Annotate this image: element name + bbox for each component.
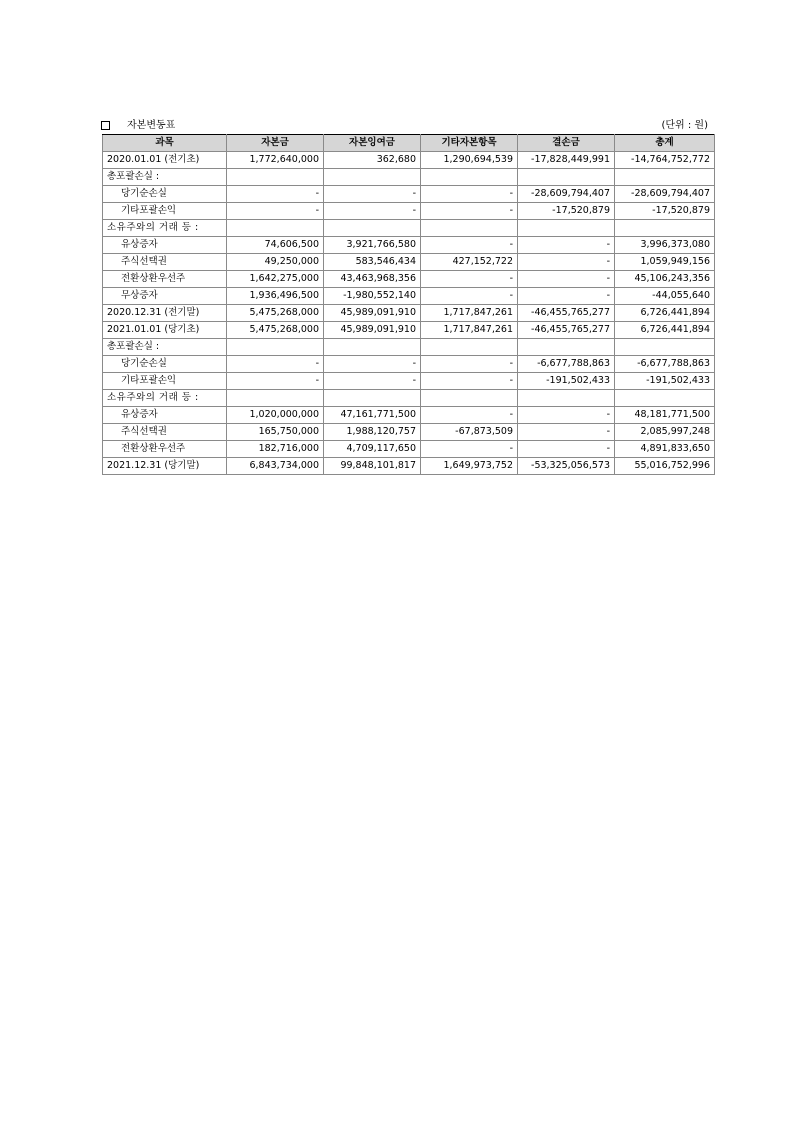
row-label: 2020.01.01 (전기초) <box>103 152 227 169</box>
cell-value: 583,546,434 <box>324 254 421 271</box>
unit-label: (단위 : 원) <box>661 120 708 131</box>
cell-value: - <box>421 271 518 288</box>
cell-value: 6,726,441,894 <box>615 322 715 339</box>
cell-value: - <box>324 356 421 373</box>
cell-value <box>421 169 518 186</box>
cell-value <box>518 339 615 356</box>
cell-value <box>324 220 421 237</box>
row-label: 무상증자 <box>103 288 227 305</box>
table-row <box>103 322 715 339</box>
cell-value: 45,989,091,910 <box>324 322 421 339</box>
table-row <box>103 458 715 475</box>
cell-value: - <box>518 288 615 305</box>
cell-value: - <box>421 441 518 458</box>
cell-value: 5,475,268,000 <box>227 322 324 339</box>
cell-value: 1,059,949,156 <box>615 254 715 271</box>
cell-value: - <box>421 373 518 390</box>
cell-value: 74,606,500 <box>227 237 324 254</box>
cell-value: 1,290,694,539 <box>421 152 518 169</box>
cell-value: 1,936,496,500 <box>227 288 324 305</box>
cell-value: 4,891,833,650 <box>615 441 715 458</box>
cell-value: 427,152,722 <box>421 254 518 271</box>
row-label: 총포괄손실 : <box>103 169 227 186</box>
cell-value: 1,717,847,261 <box>421 322 518 339</box>
cell-value: - <box>421 203 518 220</box>
table-row <box>103 220 715 237</box>
cell-value: -44,055,640 <box>615 288 715 305</box>
row-label: 유상증자 <box>103 407 227 424</box>
table-row <box>103 169 715 186</box>
cell-value: 1,988,120,757 <box>324 424 421 441</box>
row-label: 소유주와의 거래 등 : <box>103 220 227 237</box>
table-header-row <box>103 135 715 152</box>
table-row <box>103 254 715 271</box>
header-capital-surplus: 자본잉여금 <box>324 135 421 152</box>
cell-value: 48,181,771,500 <box>615 407 715 424</box>
cell-value: - <box>421 407 518 424</box>
row-label: 기타포괄손익 <box>103 373 227 390</box>
table-row <box>103 186 715 203</box>
cell-value <box>421 339 518 356</box>
cell-value: - <box>227 186 324 203</box>
cell-value: -191,502,433 <box>615 373 715 390</box>
header-total: 총계 <box>615 135 715 152</box>
cell-value: 1,642,275,000 <box>227 271 324 288</box>
table-row <box>103 339 715 356</box>
cell-value <box>324 169 421 186</box>
cell-value: 99,848,101,817 <box>324 458 421 475</box>
cell-value: - <box>227 356 324 373</box>
cell-value: 6,843,734,000 <box>227 458 324 475</box>
row-label: 당기순손실 <box>103 356 227 373</box>
table-row <box>103 203 715 220</box>
row-label: 기타포괄손익 <box>103 203 227 220</box>
cell-value: - <box>324 186 421 203</box>
cell-value: -191,502,433 <box>518 373 615 390</box>
table-row <box>103 288 715 305</box>
cell-value: - <box>421 237 518 254</box>
cell-value: -67,873,509 <box>421 424 518 441</box>
cell-value: 6,726,441,894 <box>615 305 715 322</box>
cell-value: -6,677,788,863 <box>518 356 615 373</box>
cell-value: -17,520,879 <box>518 203 615 220</box>
table-row <box>103 305 715 322</box>
cell-value <box>615 339 715 356</box>
cell-value: -28,609,794,407 <box>518 186 615 203</box>
cell-value: 362,680 <box>324 152 421 169</box>
cell-value: -46,455,765,277 <box>518 322 615 339</box>
row-label: 2021.01.01 (당기초) <box>103 322 227 339</box>
cell-value <box>421 220 518 237</box>
checkbox-icon <box>101 121 110 130</box>
row-label: 전환상환우선주 <box>103 441 227 458</box>
cell-value: - <box>518 407 615 424</box>
row-label: 총포괄손실 : <box>103 339 227 356</box>
cell-value: -6,677,788,863 <box>615 356 715 373</box>
cell-value: 165,750,000 <box>227 424 324 441</box>
cell-value <box>227 220 324 237</box>
table-row <box>103 407 715 424</box>
cell-value <box>421 390 518 407</box>
table-row <box>103 237 715 254</box>
header-account: 과목 <box>103 135 227 152</box>
row-label: 당기순손실 <box>103 186 227 203</box>
cell-value: - <box>227 373 324 390</box>
statement-title: 자본변동표 <box>127 120 176 131</box>
table-row <box>103 441 715 458</box>
header-capital-stock: 자본금 <box>227 135 324 152</box>
row-label: 2020.12.31 (전기말) <box>103 305 227 322</box>
cell-value <box>227 339 324 356</box>
header-deficit: 결손금 <box>518 135 615 152</box>
cell-value: 3,921,766,580 <box>324 237 421 254</box>
cell-value <box>615 220 715 237</box>
cell-value: 182,716,000 <box>227 441 324 458</box>
cell-value: 55,016,752,996 <box>615 458 715 475</box>
row-label: 주식선택권 <box>103 254 227 271</box>
cell-value <box>518 169 615 186</box>
cell-value: 45,989,091,910 <box>324 305 421 322</box>
cell-value: -28,609,794,407 <box>615 186 715 203</box>
row-label: 전환상환우선주 <box>103 271 227 288</box>
cell-value: - <box>518 441 615 458</box>
cell-value: 1,649,973,752 <box>421 458 518 475</box>
cell-value <box>518 390 615 407</box>
cell-value: - <box>518 424 615 441</box>
cell-value <box>227 390 324 407</box>
cell-value: - <box>421 356 518 373</box>
cell-value: 3,996,373,080 <box>615 237 715 254</box>
cell-value: 47,161,771,500 <box>324 407 421 424</box>
table-row <box>103 152 715 169</box>
cell-value <box>227 169 324 186</box>
cell-value: - <box>421 288 518 305</box>
cell-value: 45,106,243,356 <box>615 271 715 288</box>
cell-value: 1,717,847,261 <box>421 305 518 322</box>
cell-value: 4,709,117,650 <box>324 441 421 458</box>
cell-value: 2,085,997,248 <box>615 424 715 441</box>
cell-value: -53,325,056,573 <box>518 458 615 475</box>
cell-value: - <box>518 237 615 254</box>
cell-value <box>518 220 615 237</box>
table-row <box>103 356 715 373</box>
row-label: 소유주와의 거래 등 : <box>103 390 227 407</box>
cell-value: - <box>324 373 421 390</box>
cell-value <box>615 390 715 407</box>
row-label: 유상증자 <box>103 237 227 254</box>
table-row <box>103 271 715 288</box>
cell-value <box>324 339 421 356</box>
cell-value: 1,772,640,000 <box>227 152 324 169</box>
cell-value: 49,250,000 <box>227 254 324 271</box>
cell-value: 5,475,268,000 <box>227 305 324 322</box>
cell-value <box>615 169 715 186</box>
cell-value <box>324 390 421 407</box>
cell-value: -1,980,552,140 <box>324 288 421 305</box>
cell-value: -17,828,449,991 <box>518 152 615 169</box>
header-other-capital: 기타자본항목 <box>421 135 518 152</box>
cell-value: 43,463,968,356 <box>324 271 421 288</box>
equity-changes-table <box>102 134 715 475</box>
cell-value: - <box>227 203 324 220</box>
table-row <box>103 424 715 441</box>
row-label: 2021.12.31 (당기말) <box>103 458 227 475</box>
cell-value: -17,520,879 <box>615 203 715 220</box>
cell-value: - <box>421 186 518 203</box>
cell-value: -14,764,752,772 <box>615 152 715 169</box>
cell-value: 1,020,000,000 <box>227 407 324 424</box>
cell-value: - <box>324 203 421 220</box>
table-row <box>103 373 715 390</box>
statement-header <box>101 118 714 134</box>
cell-value: - <box>518 254 615 271</box>
cell-value: - <box>518 271 615 288</box>
row-label: 주식선택권 <box>103 424 227 441</box>
table-row <box>103 390 715 407</box>
cell-value: -46,455,765,277 <box>518 305 615 322</box>
